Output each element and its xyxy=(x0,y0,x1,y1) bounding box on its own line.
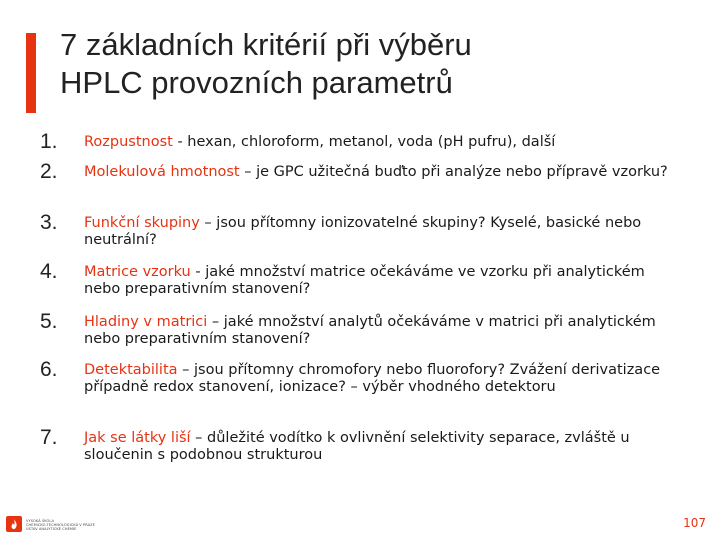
list-item-description: - hexan, chloroform, metanol, voda (pH pufru), další xyxy=(172,134,556,150)
list-item-description: – je GPC užitečná buďto při analýze nebo přípravě vzorku? xyxy=(239,164,668,180)
page-number: 107 xyxy=(683,516,706,530)
list-item-term: Funkční skupiny xyxy=(84,215,200,231)
list-item-term: Rozpustnost xyxy=(84,134,173,150)
slide-title-line-2: HPLC provozních parametrů xyxy=(60,65,453,100)
list-item-term: Matrice vzorku xyxy=(84,264,191,280)
list-item-description: – důležité vodítko k ovlivnění selektivity separace, zvláště u sloučenin s podobnou strukturou xyxy=(84,430,630,463)
list-item-text xyxy=(84,134,684,151)
title-accent-bar xyxy=(26,33,36,113)
vscht-flame-logo-icon xyxy=(6,516,22,532)
list-item-number: 3. xyxy=(40,211,58,234)
footer-institution xyxy=(26,519,146,531)
list-item-term: Detektabilita xyxy=(84,362,178,378)
list-item-description: – jsou přítomny ionizovatelné skupiny? Kyselé, basické nebo neutrální? xyxy=(84,215,642,248)
footer-line-2: CHEMICKO-TECHNOLOGICKÁ V PRAZE xyxy=(26,523,95,527)
list-item-description: – jaké množství analytů očekáváme v matrici při analytickém nebo preparativním stanovení? xyxy=(84,314,656,347)
list-item-number: 5. xyxy=(40,310,58,333)
list-item-number: 2. xyxy=(40,160,58,183)
list-item-text xyxy=(84,314,684,348)
list-item-text xyxy=(84,430,684,464)
list-item-term: Hladiny v matrici xyxy=(84,314,208,330)
list-item-text xyxy=(84,264,684,298)
list-item-number: 4. xyxy=(40,260,58,283)
list-item-term: Jak se látky liší xyxy=(84,430,191,446)
footer-line-3: ÚSTAV ANALYTICKÉ CHEMIE xyxy=(26,527,77,531)
list-item-term: Molekulová hmotnost xyxy=(84,164,240,180)
list-item-description: – jsou přítomny chromofory nebo fluorofory? Zvážení derivatizace případně redox stanovení, ionizace? – výběr vhodného detektoru xyxy=(84,362,661,395)
list-item-number: 6. xyxy=(40,358,58,381)
footer-line-1: VYSOKÁ ŠKOLA xyxy=(26,519,54,523)
list-item-text xyxy=(84,164,684,181)
list-item-text xyxy=(84,215,684,249)
list-item-number: 1. xyxy=(40,130,58,153)
slide-title xyxy=(60,26,700,102)
list-item-description: - jaké množství matrice očekáváme ve vzorku při analytickém nebo preparativním stanovení? xyxy=(84,264,645,297)
slide-title-line-1: 7 základních kritérií při výběru xyxy=(60,27,472,62)
list-item-number: 7. xyxy=(40,426,58,449)
list-item-text xyxy=(84,362,684,396)
